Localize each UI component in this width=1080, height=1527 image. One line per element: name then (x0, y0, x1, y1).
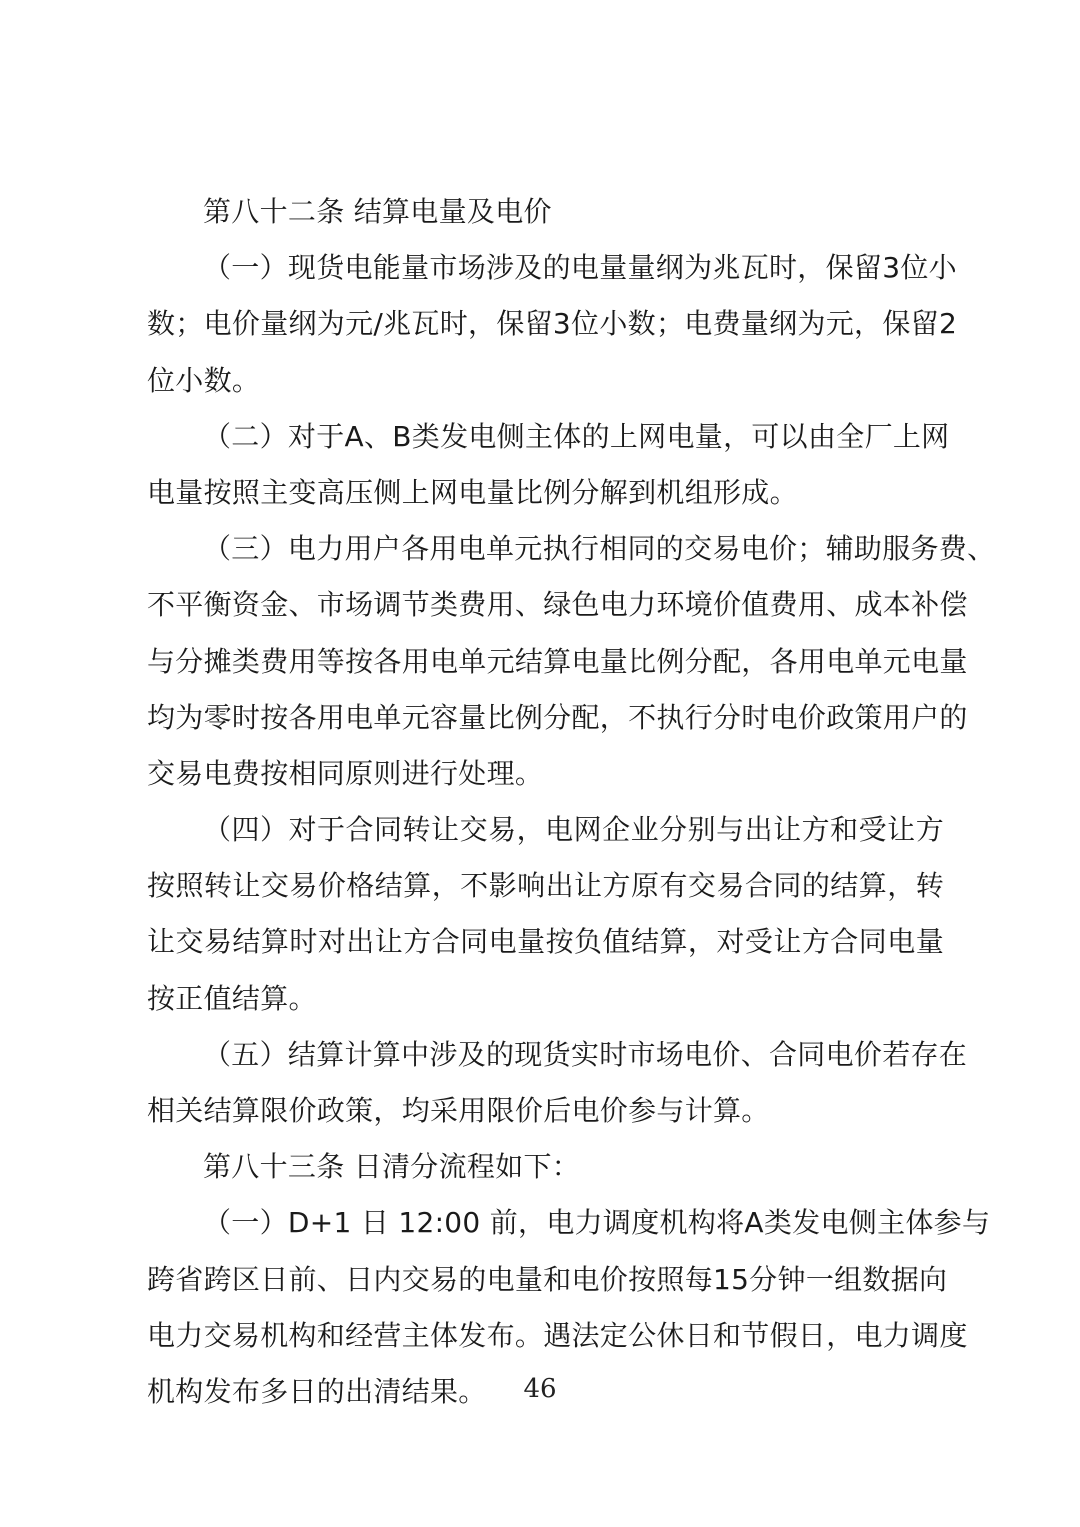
paragraph-line: （三）电力用户各用电单元执行相同的交易电价；辅助服务费、 (203, 532, 996, 566)
paragraph-line: 第八十二条 结算电量及电价 (203, 195, 552, 228)
paragraph-line: 机构发布多日的出清结果。 (147, 1374, 487, 1408)
article-82-heading (147, 184, 944, 240)
article-82-item-1 (147, 240, 958, 409)
page-number: 46 (523, 1374, 557, 1404)
paragraph-line: （一）D+1 日 12:00 前，电力调度机构将A类发电侧主体参与 (203, 1206, 991, 1240)
document-body (147, 184, 996, 1420)
paragraph-line: 与分摊类费用等按各用电单元结算电量比例分配，各用电单元电量 (147, 644, 968, 678)
paragraph-line: 相关结算限价政策，均采用限价后电价参与计算。 (147, 1094, 770, 1127)
paragraph-line: 按照转让交易价格结算，不影响出让方原有交易合同的结算，转 (147, 869, 944, 903)
paragraph-line: （二）对于A、B类发电侧主体的上网电量，可以由全厂上网 (203, 419, 950, 453)
paragraph-line: 数；电价量纲为元/兆瓦时，保留3位小数；电费量纲为元，保留2 (147, 307, 958, 341)
paragraph-line: （一）现货电能量市场涉及的电量量纲为兆瓦时，保留3位小 (203, 251, 957, 285)
paragraph-line: 均为零时按各用电单元容量比例分配，不执行分时电价政策用户的 (147, 700, 968, 734)
article-82-item-2 (147, 409, 950, 521)
article-83-heading (147, 1139, 944, 1195)
paragraph-line: 不平衡资金、市场调节类费用、绿色电力环境价值费用、成本补偿 (147, 588, 968, 622)
paragraph-line: （四）对于合同转让交易，电网企业分别与出让方和受让方 (203, 813, 944, 847)
paragraph-line: 电量按照主变高压侧上网电量比例分解到机组形成。 (147, 475, 798, 509)
paragraph-line: （五）结算计算中涉及的现货实时市场电价、合同电价若存在 (203, 1037, 968, 1071)
article-82-item-4 (147, 802, 944, 1027)
paragraph-line: 跨省跨区日前、日内交易的电量和电价按照每15分钟一组数据向 (147, 1262, 948, 1296)
article-82-item-3 (147, 521, 996, 802)
paragraph-line: 按正值结算。 (147, 981, 317, 1015)
paragraph-line: 位小数。 (147, 363, 261, 397)
paragraph-line: 交易电费按相同原则进行处理。 (147, 756, 544, 790)
paragraph-line: 让交易结算时对出让方合同电量按负值结算，对受让方合同电量 (147, 925, 944, 959)
paragraph-line: 电力交易机构和经营主体发布。遇法定公休日和节假日，电力调度 (147, 1318, 968, 1352)
paragraph-line: 第八十三条 日清分流程如下： (203, 1150, 581, 1184)
article-82-item-5 (147, 1027, 968, 1139)
